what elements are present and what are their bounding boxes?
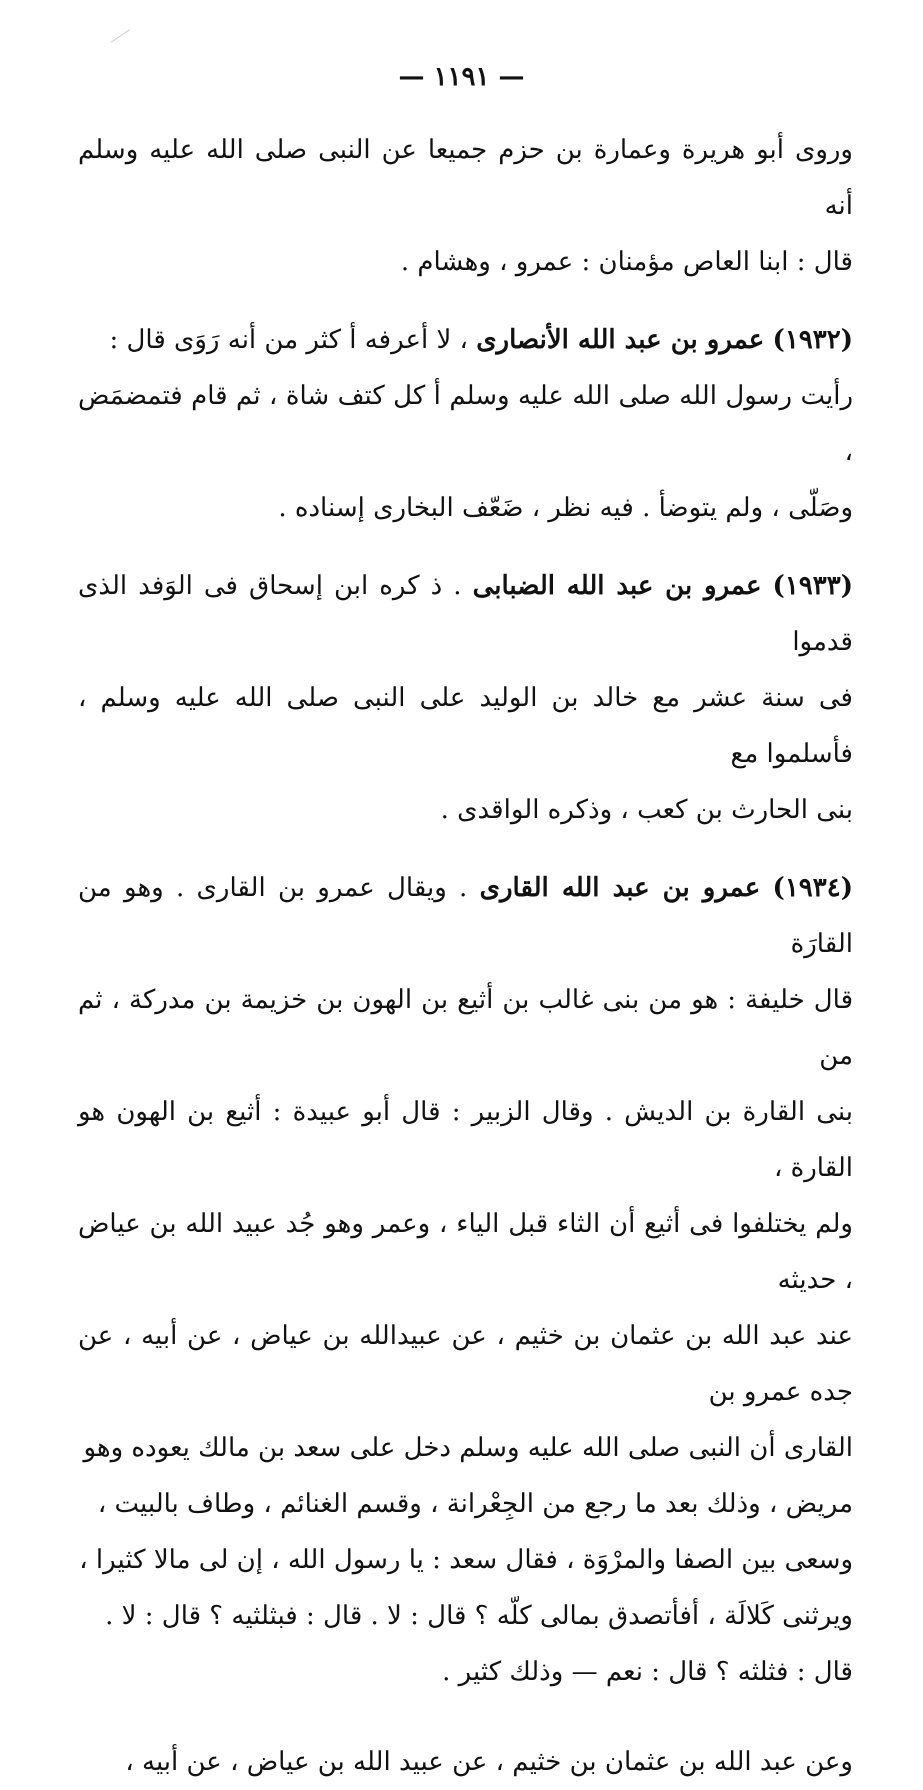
entry-name: عمرو بن عبد الله القارى — [479, 873, 761, 903]
text-line: ولم يختلفوا فى أثيع أن الثاء قبل الياء ، وعمر وهو جُد عبيد الله بن عياض ، حديثه — [78, 1209, 853, 1295]
paper-mark — [111, 29, 139, 55]
text-line: فى سنة عشر مع خالد بن الوليد على النبى صلى الله عليه وسلم ، فأسلموا مع — [78, 683, 853, 769]
entry-number: (١٩٣٣) — [772, 571, 853, 601]
text-line: . ذ كره ابن إسحاق فى الوَفد الذى قدموا — [78, 571, 853, 657]
entry-first-line — [78, 312, 853, 368]
text-line: وصَلّى ، ولم يتوضأ . فيه نظر ، ضَعّف البخارى إسناده . — [278, 493, 853, 523]
text-line: ، لا أعرفه أ كثر من أنه رَوَى قال : — [109, 325, 468, 355]
entry-first-line — [78, 558, 853, 670]
text-line: عند عبد الله بن عثمان بن خثيم ، عن عبيدالله بن عياض ، عن أبيه ، عن جده عمرو بن — [78, 1321, 853, 1407]
text-line: قال خليفة : هو من بنى غالب بن أثيع بن الهون بن خزيمة بن مدركة ، ثم من — [78, 985, 853, 1071]
page-number: — ١١٩١ — — [398, 62, 525, 92]
text-line: بنى الحارث بن كعب ، وذكره الواقدى . — [440, 795, 853, 825]
text-line: . ويقال عمرو بن القارى . وهو من القارَة — [78, 873, 853, 959]
text-line: وروى أبو هريرة وعمارة بن حزم جميعا عن النبى صلى الله عليه وسلم أنه — [78, 135, 853, 221]
text-line: ويرثنى كَلالَة ، أفأتصدق بمالى كلّه ؟ قال : لا . قال : فبثلثيه ؟ قال : لا . — [105, 1601, 853, 1631]
text-line: وسعى بين الصفا والمرْوَة ، فقال سعد : يا رسول الله ، إن لى مالا كثيرا ، — [79, 1545, 853, 1575]
entry-1934 — [78, 860, 853, 1700]
entry-name: عمرو بن عبد الله الأنصارى — [476, 325, 765, 355]
text-line: القارى أن النبى صلى الله عليه وسلم دخل على سعد بن مالك يعوده وهو — [83, 1433, 853, 1463]
paragraph-hadith-intro — [78, 122, 853, 290]
entry-number: (١٩٣٤) — [772, 873, 854, 903]
entry-1932 — [78, 312, 853, 536]
text-line: قال : ابنا العاص مؤمنان : عمرو ، وهشام . — [400, 247, 853, 277]
entry-1933 — [78, 558, 853, 838]
text-line: وعن عبد الله بن عثمان بن خثيم ، عن عبيد الله بن عياض ، عن أبيه ، — [125, 1747, 853, 1777]
entry-first-line — [78, 860, 853, 972]
text-line: قال : فثلثه ؟ قال : نعم — وذلك كثير . — [442, 1657, 853, 1687]
entry-name: عمرو بن عبد الله الضبابى — [472, 571, 762, 601]
text-line: بنى القارة بن الديش . وقال الزبير : قال أبو عبيدة : أثيع بن الهون هو القارة ، — [78, 1097, 853, 1183]
entry-number: (١٩٣٢) — [772, 325, 853, 355]
paragraph-continuation — [78, 1734, 853, 1790]
text-line: رأيت رسول الله صلى الله عليه وسلم أ كل كتف شاة ، ثم قام فتمضمَض ، — [78, 381, 853, 467]
text-line: مريض ، وذلك بعد ما رجع من الجِعْرانة ، وقسم الغنائم ، وطاف بالبيت ، — [97, 1489, 853, 1519]
page-body — [78, 122, 853, 1790]
